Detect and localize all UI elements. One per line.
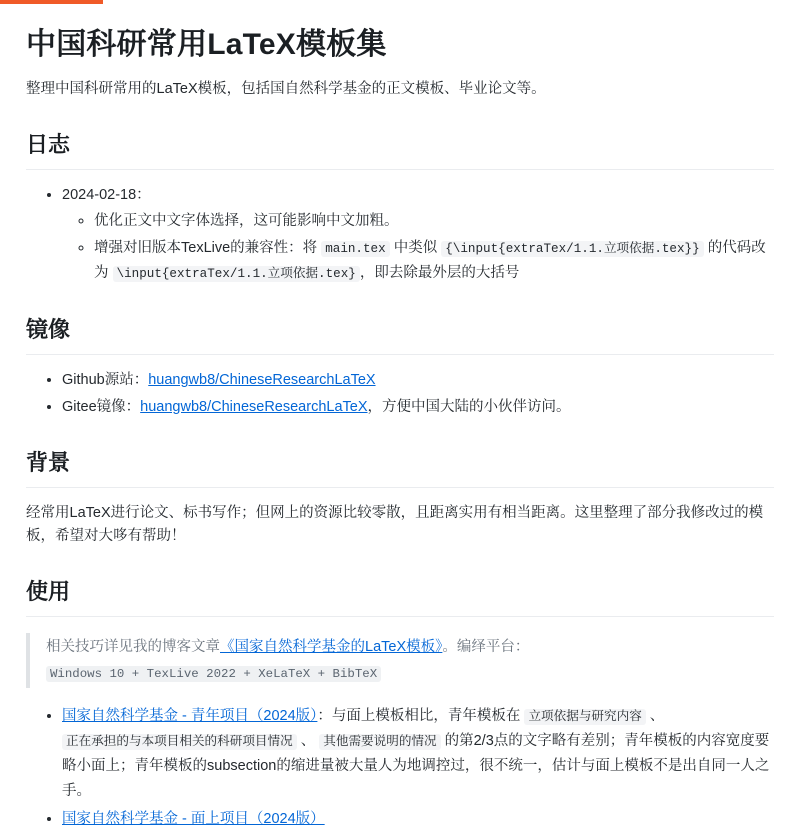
usage-note-text [46, 635, 774, 686]
link-template-general-2024[interactable]: 国家自然科学基金 - 面上项目（2024版） [62, 810, 325, 827]
mirror-label-github: Github源站： [62, 372, 149, 389]
changelog-text-mid2: 的代码改为 [94, 240, 766, 282]
list-item [62, 807, 774, 832]
intro-paragraph: 整理中国科研常用的LaTeX模板，包括国自然科学基金的正文模板、毕业论文等。 [26, 80, 546, 97]
changelog-text-mid1: 中类似 [389, 240, 442, 257]
link-blog-article[interactable]: 《国家自然科学基金的LaTeX模板》 [220, 639, 443, 656]
page-title: 中国科研常用LaTeX模板集 [26, 28, 387, 61]
link-template-youth-2024[interactable]: 国家自然科学基金 - 青年项目（2024版） [62, 708, 318, 725]
changelog-date: 2024-02-18： [62, 186, 151, 203]
list-item [62, 704, 774, 804]
section-heading-usage: 使用 [26, 574, 774, 617]
code-compile-platform: Windows 10 + TexLive 2022 + XeLaTeX + BibTeX [46, 666, 381, 682]
mirror-after-gitee: ，方便中国大陆的小伙伴访问。 [367, 398, 571, 415]
code-input-unbraced: \input{extraTex/1.1.立项依据.tex} [113, 266, 360, 282]
changelog-text-prefix: 增强对旧版本TexLive的兼容性：将 [94, 240, 322, 257]
code-section-liuxiang-yiju: 立项依据与研究内容 [524, 709, 645, 725]
section-heading-mirror: 镜像 [26, 312, 774, 355]
background-paragraph: 经常用LaTeX进行论文、标书写作；但网上的资源比较零散，且距离实用有相当距离。这里整理了部分我修改过的模板，希望对大哆有帮助！ [26, 504, 764, 545]
usage-note-blockquote [26, 633, 774, 688]
link-gitee-repo[interactable]: huangwb8/ChineseResearchLaTeX [140, 398, 368, 415]
changelog-text-suffix: ，即去除最外层的大括号 [359, 265, 520, 282]
code-section-qita-qingkuang: 其他需要说明的情况 [319, 734, 440, 750]
list-item [62, 369, 774, 392]
section-heading-changelog: 日志 [26, 127, 774, 170]
usage-note-middle: 。编绎平台： [442, 639, 530, 656]
usage-note-before: 相关技巧详见我的博客文章 [46, 639, 220, 656]
mirror-label-gitee: Gitee镜像： [62, 398, 141, 415]
top-accent-bar [0, 0, 103, 4]
section-heading-background: 背景 [26, 445, 774, 488]
usage-template-list [26, 704, 774, 832]
list-item: ◦ 优化正文中文字体选择，这可能影响中文加粗。 [94, 210, 774, 233]
link-github-repo[interactable]: huangwb8/ChineseResearchLaTeX [148, 372, 376, 389]
usage-text-3: 、 [296, 733, 320, 750]
usage-text-4: 的第2/3点的文字略有差别；青年模板的内容宽度要略小面上；青年模板的subsection的缩进量被大量人为地调控过，很不统一，估计与面上模板不是出自同一人之手。 [62, 733, 770, 799]
code-section-zaidan-xiangmu: 正在承担的与本项目相关的科研项目情况 [62, 734, 297, 750]
list-item [62, 184, 774, 286]
mirror-list [26, 369, 774, 418]
usage-text-2: 、 [645, 708, 665, 725]
code-input-braced: {\input{extraTex/1.1.立项依据.tex}} [441, 241, 703, 257]
usage-text-1: ：与面上模板相比，青年模板在 [317, 708, 525, 725]
code-main-tex: main.tex [321, 241, 389, 257]
list-item [62, 396, 774, 419]
changelog-list [26, 184, 774, 286]
list-item [94, 236, 774, 286]
changelog-sublist [62, 210, 774, 286]
